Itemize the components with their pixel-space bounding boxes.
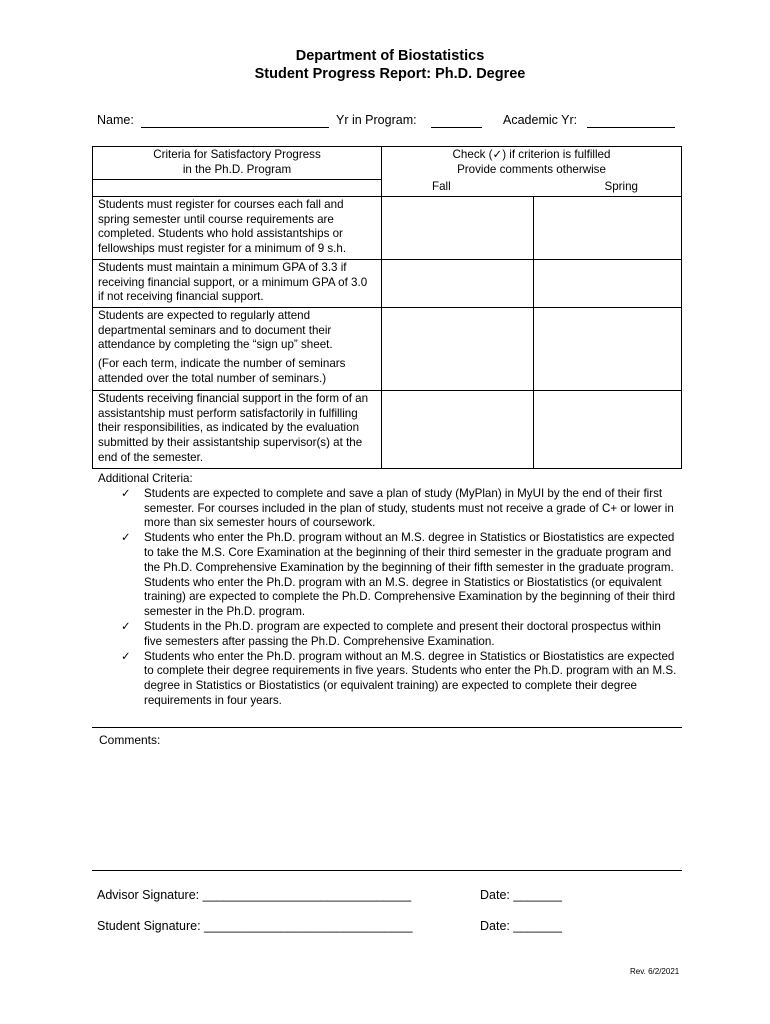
name-label: Name: bbox=[97, 113, 134, 127]
academic-year-field-line[interactable] bbox=[587, 127, 675, 128]
seminar-note: (For each term, indicate the number of seminars attended over the total number of seminars.) bbox=[98, 357, 346, 386]
department-title: Department of Biostatistics bbox=[295, 48, 485, 64]
year-in-program-field-line[interactable] bbox=[431, 127, 482, 128]
advisor-date-field[interactable]: Date: _______ bbox=[480, 888, 563, 902]
spring-check-cell[interactable] bbox=[534, 307, 682, 390]
student-date-field[interactable]: Date: _______ bbox=[480, 919, 563, 933]
fall-check-cell[interactable] bbox=[382, 259, 534, 307]
criteria-table bbox=[92, 146, 682, 469]
criterion-registration: Students must register for courses each fall and spring semester until course requirements are completed. Students who hold assistantships or fellowships must register for a minimum of 9 s.h. bbox=[93, 196, 382, 259]
fall-check-cell[interactable] bbox=[382, 390, 534, 468]
table-row bbox=[93, 196, 682, 259]
report-title: Student Progress Report: Ph.D. Degree bbox=[254, 66, 526, 82]
checkmark-icon: ✓ bbox=[121, 649, 131, 663]
criterion-seminars: Students are expected to regularly attend departmental seminars and to document their attendance by completing the “sign up” sheet. (For each term, indicate the number of seminars attended over the total number of seminars.) bbox=[93, 307, 382, 390]
table-row bbox=[93, 259, 682, 307]
checkmark-icon: ✓ bbox=[121, 531, 131, 545]
checkmark-icon: ✓ bbox=[121, 619, 131, 633]
comments-area[interactable] bbox=[92, 752, 682, 866]
name-field-line[interactable] bbox=[141, 127, 329, 128]
list-item: ✓ Students who enter the Ph.D. program without an M.S. degree in Statistics or Biostatistics are expected to take the M.S. Core Examination at the beginning of their third semester in the graduate program and the Ph.D. Comprehensive Examination by the beginning of their fifth semester in the graduate program. Students who enter the Ph.D. program with an M.S. degree in Statistics or Biostatistics (or equivalent training) are expected to complete the Ph.D. Comprehensive Examination by the beginning of their third semester in the Ph.D. program. bbox=[121, 531, 676, 619]
fall-check-cell[interactable] bbox=[382, 196, 534, 259]
fall-check-cell[interactable] bbox=[382, 307, 534, 390]
check-header: Check (✓) if criterion is fulfilled Provide comments otherwise bbox=[382, 147, 682, 180]
comments-bottom-divider bbox=[92, 870, 682, 871]
comments-top-divider bbox=[92, 727, 682, 728]
criteria-header: Criteria for Satisfactory Progress in the Ph.D. Program bbox=[93, 147, 382, 180]
checkmark-icon: ✓ bbox=[121, 486, 131, 500]
criteria-header-spacer bbox=[93, 179, 382, 196]
fall-column-header: Fall bbox=[382, 179, 534, 196]
spring-check-cell[interactable] bbox=[534, 196, 682, 259]
additional-criteria bbox=[98, 472, 682, 709]
table-row bbox=[93, 390, 682, 468]
spring-column-header: Spring bbox=[534, 179, 682, 196]
table-row bbox=[93, 307, 682, 390]
list-item: ✓ Students who enter the Ph.D. program without an M.S. degree in Statistics or Biostatistics are expected to complete their degree requirements in five years. Students who enter the Ph.D. program with an M.S. degree in Statistics or Biostatistics (or equivalent training) are expected to complete their degree requirements in four years. bbox=[121, 649, 677, 707]
spring-check-cell[interactable] bbox=[534, 390, 682, 468]
additional-criteria-heading: Additional Criteria: bbox=[98, 472, 193, 485]
year-in-program-label: Yr in Program: bbox=[336, 113, 417, 127]
revision-date: Rev. 6/2/2021 bbox=[630, 967, 680, 976]
comments-label: Comments: bbox=[99, 733, 161, 747]
list-item: ✓ Students in the Ph.D. program are expected to complete and present their doctoral prospectus within five semesters after passing the Ph.D. Comprehensive Examination. bbox=[121, 619, 661, 648]
criterion-assistantship: Students receiving financial support in the form of an assistantship must perform satisfactorily in fulfilling their responsibilities, as indicated by the evaluation submitted by their assistantship supervisor(s) at the end of the semester. bbox=[93, 390, 382, 468]
academic-year-label: Academic Yr: bbox=[503, 113, 578, 127]
criterion-gpa: Students must maintain a minimum GPA of 3.3 if receiving financial support, or a minimum GPA of 3.0 if not receiving financial support. bbox=[93, 259, 382, 307]
advisor-signature-field[interactable]: Advisor Signature: ______________________________ bbox=[97, 888, 412, 902]
student-signature-field[interactable]: Student Signature: ______________________________ bbox=[97, 919, 413, 933]
spring-check-cell[interactable] bbox=[534, 259, 682, 307]
list-item: ✓ Students are expected to complete and save a plan of study (MyPlan) in MyUI by the end of their first semester. For courses included in the plan of study, students must not receive a grade of C+ or lower in more than six semester hours of coursework. bbox=[121, 486, 674, 530]
